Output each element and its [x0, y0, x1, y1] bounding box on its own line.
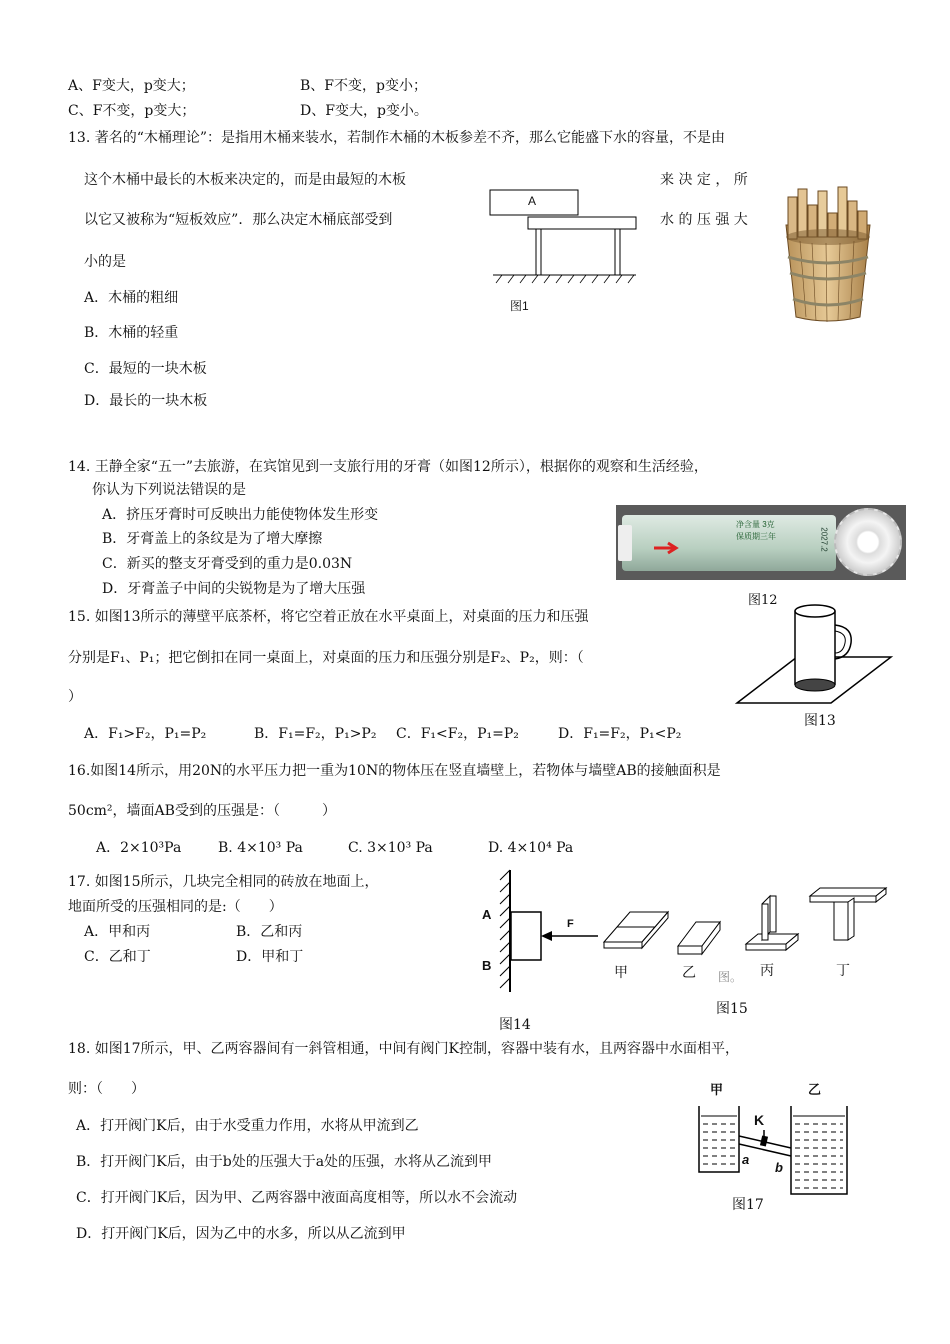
q13-stem-line2-end: 来 决 定 ， 所: [660, 172, 748, 188]
q16-stem-line1: 16.如图14所示，用20N的水平压力把一重为10N的物体压在竖直墙壁上，若物体与墙壁AB的接触面积是: [68, 763, 721, 779]
q13-option-b: B．木桶的轻重: [84, 325, 179, 341]
q16-stem-line2: 50cm²，墙面AB受到的压强是：（ ）: [68, 803, 336, 819]
figure-17-label-b: b: [775, 1160, 783, 1175]
q14-option-d: D．牙膏盖子中间的尖锐物是为了增大压强: [102, 581, 366, 597]
q13-stem-line1: 13. 著名的“木桶理论”：是指用木桶来装水，若制作木桶的木板参差不齐，那么它能盛下水的容量，不是由: [68, 130, 726, 146]
q17-option-c: C．乙和丁: [84, 949, 151, 965]
q13-stem-line2: 这个木桶中最长的木板来决定的，而是由最短的木板: [84, 172, 406, 188]
figure-15-caption: 图15: [716, 1001, 748, 1017]
figure-12-caption: 图12: [748, 593, 778, 608]
figure-17-label-yi: 乙: [808, 1082, 822, 1097]
q18-option-b: B．打开阀门K后，由于b处的压强大于a处的压强，水将从乙流到甲: [76, 1154, 493, 1170]
q12-option-b: B、F不变，p变小；: [300, 78, 427, 94]
q15-option-a: A．F₁>F₂，P₁=P₂: [84, 726, 207, 742]
q15-stem-line3: ）: [68, 689, 82, 705]
figure-17-containers: [695, 1100, 855, 1196]
q17-option-d: D．甲和丁: [236, 949, 304, 965]
toothpaste-cap-top: [834, 508, 902, 576]
figure-15-label-yi: 乙: [682, 965, 696, 981]
q15-stem-line1: 15. 如图13所示的薄壁平底茶杯，将它空着正放在水平桌面上，对桌面的压力和压强: [68, 609, 589, 625]
figure-17-caption: 图17: [732, 1197, 764, 1213]
figure-15-label-ding: 丁: [836, 963, 850, 979]
figure-14-label-b: B: [482, 958, 492, 973]
q13-stem-line4: 小的是: [84, 254, 126, 270]
tube-batch: 2027.2: [819, 527, 829, 552]
q15-stem-line2: 分别是F₁、P₁；把它倒扣在同一桌面上，对桌面的压力和压强分别是F₂、P₂，则：（: [68, 650, 584, 666]
figure-15-label-jia: 甲: [614, 965, 628, 981]
figure-14-wall-force: [480, 868, 600, 996]
q14-option-a: A．挤压牙膏时可反映出力能使物体发生形变: [102, 507, 379, 523]
figure-13-caption: 图13: [804, 713, 836, 729]
q13-option-c: C．最短的一块木板: [84, 361, 207, 377]
brick-ding: [810, 888, 886, 940]
brick-bing: [746, 896, 798, 950]
q12-option-c: C、F不变，p变大；: [68, 103, 196, 119]
q17-option-a: A．甲和丙: [84, 924, 151, 940]
q16-option-a: A．2×10³Pa: [96, 840, 182, 856]
q15-option-b: B．F₁=F₂，P₁>P₂: [254, 726, 377, 742]
q17-option-b: B．乙和丙: [236, 924, 303, 940]
figure-17-label-jia: 甲: [710, 1082, 724, 1097]
q14-option-b: B．牙膏盖上的条纹是为了增大摩擦: [102, 531, 323, 547]
figure-17-label-k: K: [754, 1112, 765, 1128]
tube-net-content: 净含量 3克: [736, 520, 775, 529]
q16-option-b: B. 4×10³ Pa: [218, 840, 303, 856]
figure-15-bricks: [600, 882, 890, 962]
tube-shelf-life: 保质期三年: [736, 532, 776, 541]
figure-14-label-f: F: [567, 918, 574, 930]
q14-stem-line1: 14. 王静全家“五一”去旅游，在宾馆见到一支旅行用的牙膏（如图12所示），根据你的观察和生活经验，: [68, 459, 708, 475]
wooden-bucket-image: [778, 185, 878, 325]
q18-option-d: D．打开阀门K后，因为乙中的水多，所以从乙流到甲: [76, 1226, 406, 1242]
figure-1-table: [488, 185, 638, 285]
toothpaste-cap-side: [618, 525, 632, 561]
brick-jia: [604, 912, 668, 948]
figure-14-label-a: A: [482, 907, 492, 922]
figure-1-block-label: A: [528, 194, 537, 208]
q13-option-a: A．木桶的粗细: [84, 290, 179, 306]
q12-option-d: D、F变大，p变小。: [300, 103, 428, 119]
q14-stem-line2: 你认为下列说法错误的是: [92, 482, 246, 498]
q17-stem-line2: 地面所受的压强相同的是:（ ）: [68, 899, 283, 915]
arrow-icon: [654, 541, 684, 555]
q16-option-d: D. 4×10⁴ Pa: [488, 840, 574, 856]
q18-stem-line1: 18. 如图17所示，甲、乙两容器间有一斜管相通，中间有阀门K控制，容器中装有水，且两容器中水面相平，: [68, 1041, 739, 1057]
q14-option-c: C．新买的整支牙膏受到的重力是0.03N: [102, 556, 353, 572]
brick-yi: [678, 922, 720, 954]
figure-15-stray-mark: 图。: [718, 970, 743, 984]
q15-option-c: C．F₁<F₂，P₁=P₂: [396, 726, 519, 742]
figure-14-caption: 图14: [499, 1017, 531, 1033]
q16-option-c: C. 3×10³ Pa: [348, 840, 433, 856]
q17-stem-line1: 17. 如图15所示，几块完全相同的砖放在地面上，: [68, 874, 379, 890]
q15-option-d: D．F₁=F₂，P₁<P₂: [558, 726, 682, 742]
figure-1-caption: 图1: [510, 299, 529, 313]
q18-option-c: C．打开阀门K后，因为甲、乙两容器中液面高度相等，所以水不会流动: [76, 1190, 518, 1206]
figure-13-cup: [735, 595, 895, 705]
q12-option-a: A、F变大，p变大；: [68, 78, 195, 94]
figure-17-label-a: a: [742, 1152, 750, 1167]
figure-12-toothpaste-photo: [616, 505, 906, 580]
q18-stem-line2: 则：（ ）: [68, 1081, 145, 1097]
q13-stem-line3: 以它又被称为“短板效应”．那么决定木桶底部受到: [84, 212, 393, 228]
figure-15-label-bing: 丙: [760, 963, 774, 979]
q13-option-d: D．最长的一块木板: [84, 393, 208, 409]
q18-option-a: A．打开阀门K后，由于水受重力作用，水将从甲流到乙: [76, 1118, 419, 1134]
q13-stem-line3-end: 水 的 压 强 大: [660, 212, 748, 228]
